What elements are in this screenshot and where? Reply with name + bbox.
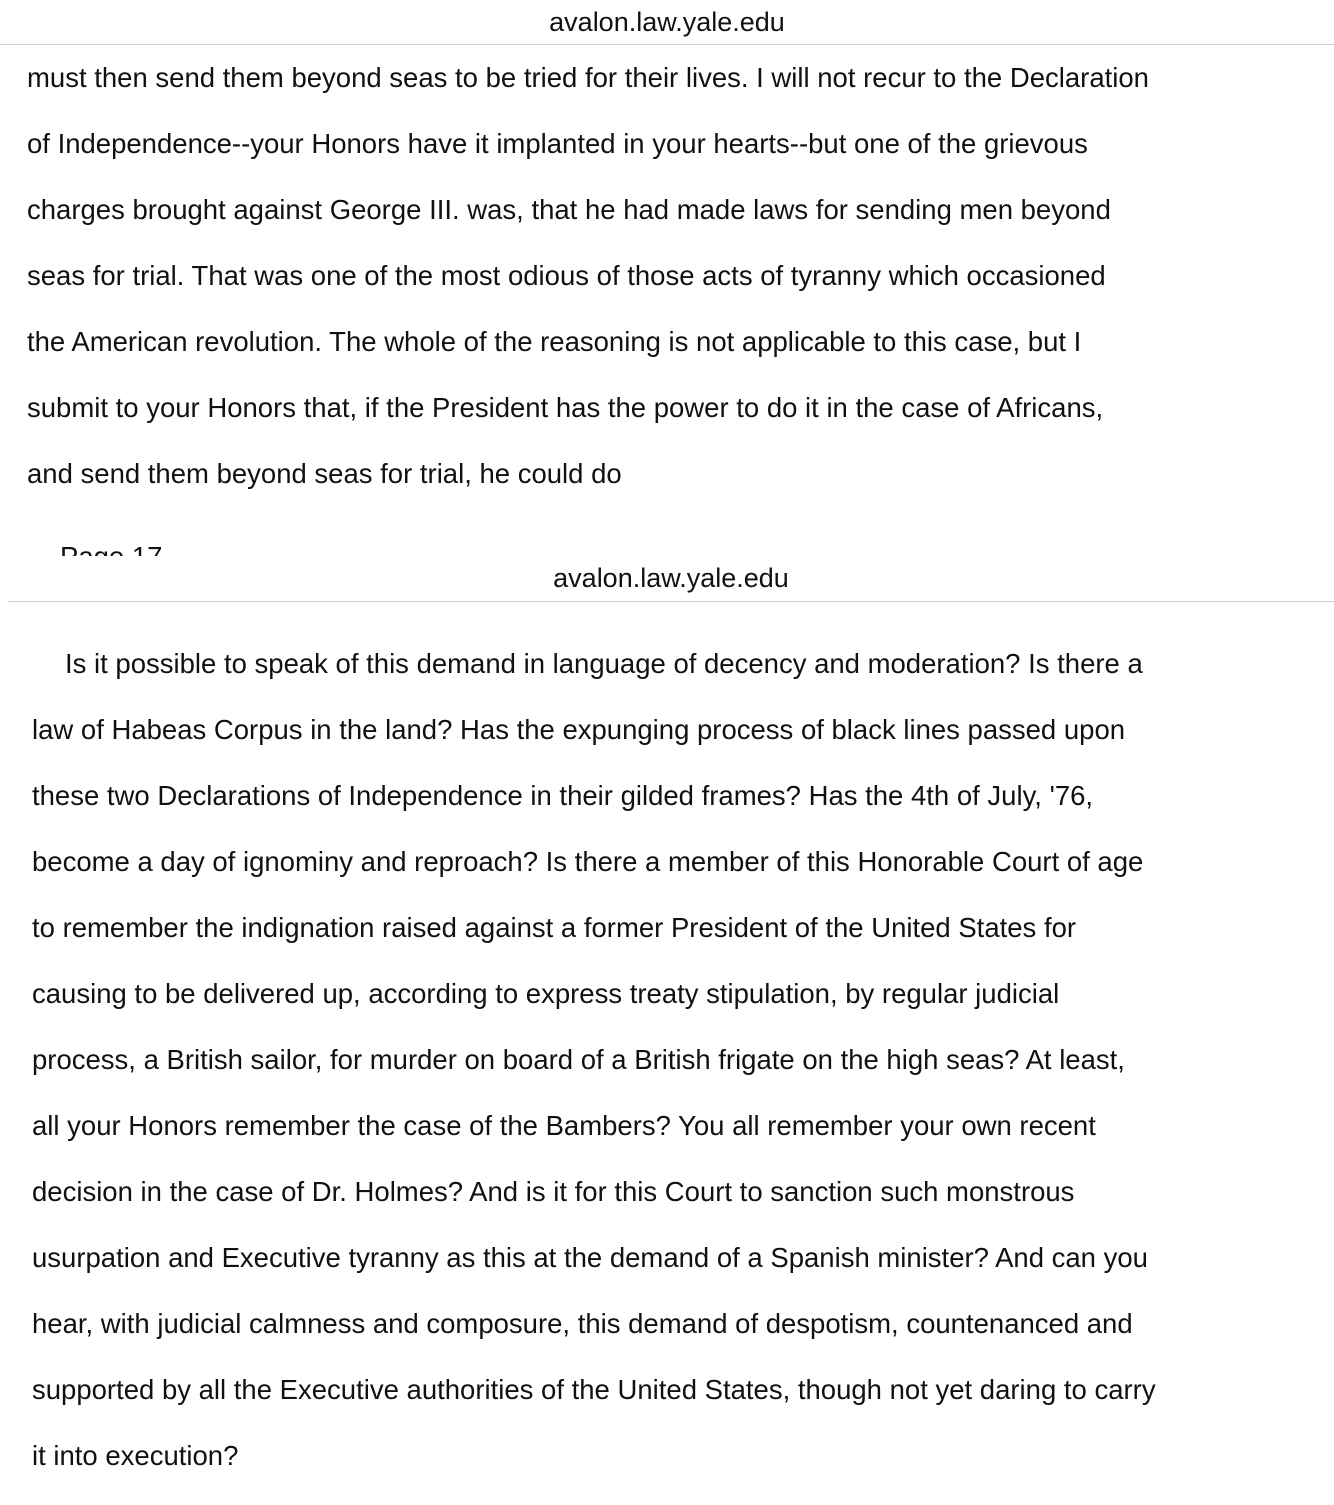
text-line: to remember the indignation raised against a former President of the United States for xyxy=(32,912,1077,943)
browser-screen-bottom xyxy=(0,556,1334,1471)
text-line: hear, with judicial calmness and composure, this demand of despotism, countenanced and xyxy=(32,1308,1133,1339)
text-line: become a day of ignominy and reproach? Is there a member of this Honorable Court of age xyxy=(32,846,1144,877)
text-line: Is it possible to speak of this demand in language of decency and moderation? Is there a xyxy=(65,648,1143,679)
browser-screen-top xyxy=(0,0,1334,489)
text-line: submit to your Honors that, if the President has the power to do it in the case of Africans, xyxy=(27,392,1104,423)
text-line: charges brought against George III. was, that he had made laws for sending men beyond xyxy=(27,194,1111,225)
text-line: law of Habeas Corpus in the land? Has the expunging process of black lines passed upon xyxy=(32,714,1126,745)
paragraph xyxy=(27,28,1287,523)
url-bar[interactable] xyxy=(8,556,1334,602)
text-line: the American revolution. The whole of the reasoning is not applicable to this case, but I xyxy=(27,326,1082,357)
text-line: it into execution? xyxy=(32,1440,239,1471)
page-content xyxy=(0,614,1292,1505)
text-line: decision in the case of Dr. Holmes? And is it for this Court to sanction such monstrous xyxy=(32,1176,1075,1207)
text-line: usurpation and Executive tyranny as this at the demand of a Spanish minister? And can you xyxy=(32,1242,1148,1273)
text-line: process, a British sailor, for murder on board of a British frigate on the high seas? At least, xyxy=(32,1044,1125,1075)
text-line: supported by all the Executive authorities of the United States, though not yet daring to carry xyxy=(32,1374,1156,1405)
url-text: avalon.law.yale.edu xyxy=(553,563,789,593)
url-bar[interactable] xyxy=(0,0,1334,45)
text-line: and send them beyond seas for trial, he could do xyxy=(27,458,622,489)
text-line: of Independence--your Honors have it implanted in your hearts--but one of the grievous xyxy=(27,128,1088,159)
text-line: all your Honors remember the case of the Bambers? You all remember your own recent xyxy=(32,1110,1096,1141)
paragraph xyxy=(32,614,1292,1505)
text-line: must then send them beyond seas to be tried for their lives. I will not recur to the Declaration xyxy=(27,62,1149,93)
text-line: seas for trial. That was one of the most odious of those acts of tyranny which occasioned xyxy=(27,260,1106,291)
text-line: causing to be delivered up, according to express treaty stipulation, by regular judicial xyxy=(32,978,1060,1009)
url-text: avalon.law.yale.edu xyxy=(549,7,785,37)
text-line: these two Declarations of Independence in their gilded frames? Has the 4th of July, '76, xyxy=(32,780,1094,811)
